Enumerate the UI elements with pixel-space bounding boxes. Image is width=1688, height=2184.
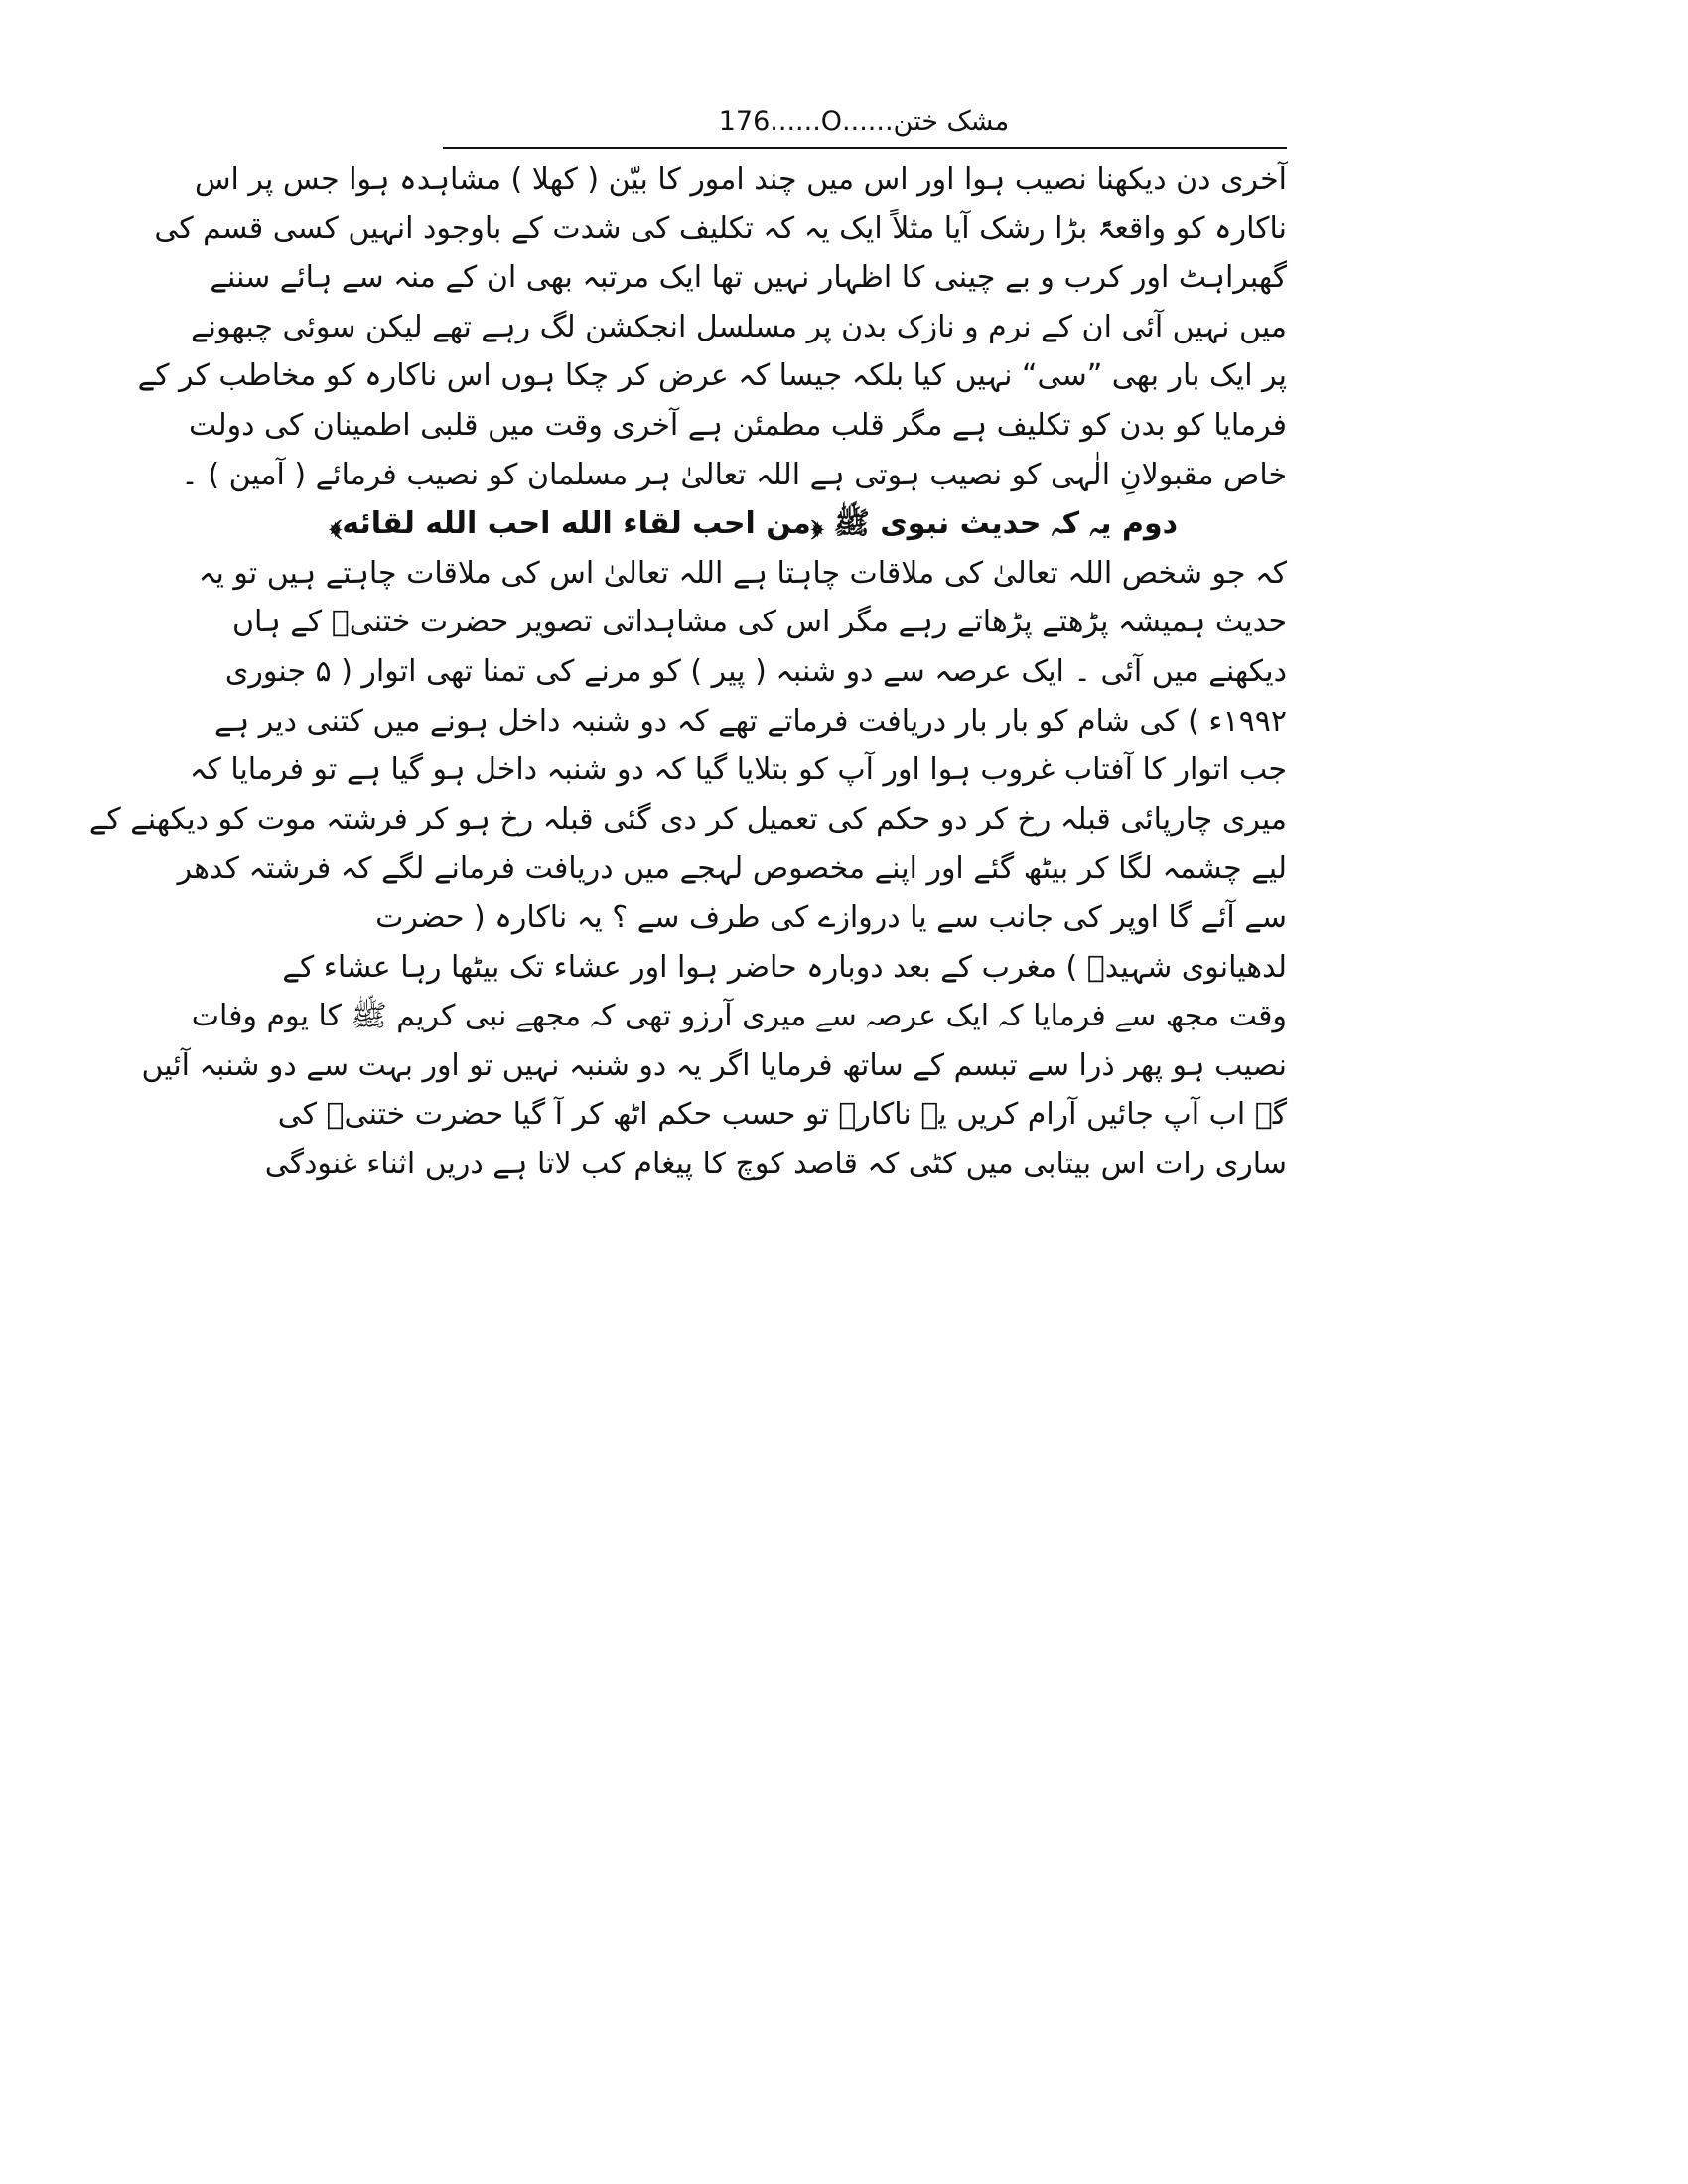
text-line: میں نہیں آئی ان کے نرم و نازک بدن پر مسلسل انجکشن لگ رہے تھے لیکن سوئی چبھونے xyxy=(191,309,1287,344)
text-line: دیکھنے میں آئی ۔ ایک عرصہ سے دو شنبہ ( پیر ) کو مرنے کی تمنا تھی اتوار ( ۵ جنوری xyxy=(224,653,1287,689)
running-header xyxy=(437,97,1291,147)
text-line: لدھیانوی شہیدؒ ) مغرب کے بعد دوبارہ حاضر ہوا اور عشاء تک بیٹھا رہا عشاء کے xyxy=(282,949,1287,985)
text-line: پر ایک بار بھی ”سی“ نہیں کیا بلکہ جیسا کہ عرض کر چکا ہوں اس ناکارہ کو مخاطب کر کے xyxy=(137,358,1287,394)
text-line: لیے چشمہ لگا کر بیٹھ گئے اور اپنے مخصوص لہجے میں دریافت فرمانے لگے کہ فرشتہ کدھر xyxy=(177,851,1287,887)
text-line: جب اتوار کا آفتاب غروب ہوا اور آپ کو بتلایا گیا کہ دو شنبہ داخل ہو گیا ہے تو فرمایا کہ xyxy=(189,752,1287,788)
text-line: نصیب ہو پھر ذرا سے تبسم کے ساتھ فرمایا اگر یہ دو شنبہ نہیں تو اور بہت سے دو شنبہ آئیں xyxy=(141,1047,1287,1083)
header-marker: O xyxy=(820,106,843,137)
text-line: حدیث ہمیشہ پڑھتے پڑھاتے رہے مگر اس کی مشاہداتی تصویر حضرت ختنیؒ کے ہاں xyxy=(232,605,1287,640)
body-text xyxy=(88,155,1287,1188)
page-number: 176 xyxy=(718,106,771,137)
text-line: ناکارہ کو واقعۃً بڑا رشک آیا مثلاً ایک یہ کہ تکلیف کی شدت کے باوجود انہیں کسی قسم کی xyxy=(154,210,1287,246)
header-separator: ...... xyxy=(842,106,894,137)
text-line: کہ جو شخص اللہ تعالیٰ کی ملاقات چاہتا ہے اللہ تعالیٰ اس کی ملاقات چاہتے ہیں تو یہ xyxy=(198,555,1287,591)
hadith-line: دوم یہ کہ حدیث نبوی ﷺ ﴿من احب لقاء الله احب الله لقائه﴾ xyxy=(329,506,1178,542)
text-line: خاص مقبولانِ الٰہی کو نصیب ہوتی ہے اللہ تعالیٰ ہر مسلمان کو نصیب فرمائے ( آمین ) ۔ xyxy=(181,457,1287,492)
header-separator: ...... xyxy=(770,106,821,137)
text-line: گے اب آپ جائیں آرام کریں یہ ناکارہ تو حسب حکم اٹھ کر آ گیا حضرت ختنیؒ کی xyxy=(277,1097,1287,1133)
text-line: ۱۹۹۲ء ) کی شام کو بار بار دریافت فرماتے تھے کہ دو شنبہ داخل ہونے میں کتنی دیر ہے xyxy=(214,703,1287,739)
text-line: فرمایا کو بدن کو تکلیف ہے مگر قلب مطمئن ہے آخری وقت میں قلبی اطمینان کی دولت xyxy=(188,407,1287,443)
text-line: سے آئے گا اوپر کی جانب سے یا دروازے کی طرف سے ؟ یہ ناکارہ ( حضرت xyxy=(375,899,1287,935)
text-line: گھبراہٹ اور کرب و بے چینی کا اظہار نہیں تھا ایک مرتبہ بھی ان کے منہ سے ہائے سننے xyxy=(210,260,1287,296)
text-line: آخری دن دیکھنا نصیب ہوا اور اس میں چند امور کا بیّن ( کھلا ) مشاہدہ ہوا جس پر اس xyxy=(194,162,1287,197)
text-line: میری چارپائی قبلہ رخ کر دو حکم کی تعمیل کر دی گئی قبلہ رخ ہو کر فرشتہ موت کو دیکھنے کے xyxy=(88,801,1287,837)
text-line: ساری رات اس بیتابی میں کٹی کہ قاصد کوچ کا پیغام کب لاتا ہے دریں اثناء غنودگی xyxy=(264,1146,1287,1181)
book-title: مشک ختن xyxy=(893,106,1010,137)
text-line: وقت مجھ سے فرمایا کہ ایک عرصہ سے میری آرزو تھی کہ مجھے نبی کریم ﷺ کا یوم وفات xyxy=(191,999,1287,1034)
header-rule xyxy=(443,147,1287,149)
